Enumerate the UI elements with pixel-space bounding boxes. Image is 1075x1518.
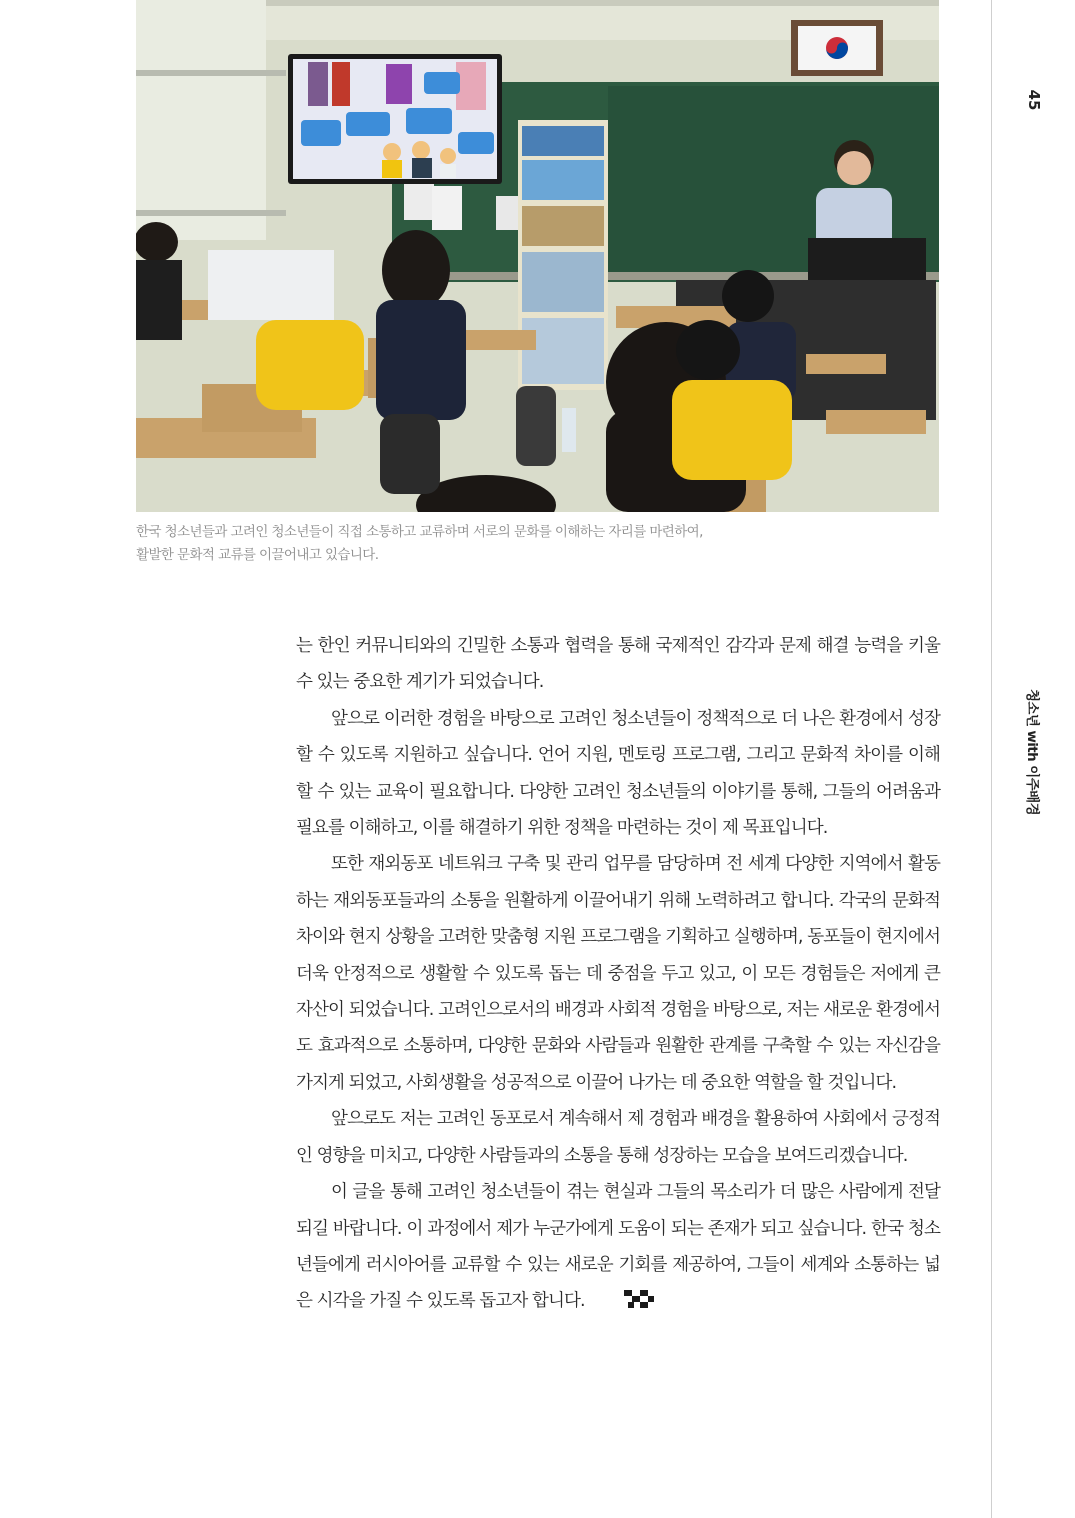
article-paragraph-5-wrapper — [296, 1174, 940, 1322]
article-paragraph-4: 앞으로도 저는 고려인 동포로서 계속해서 제 경험과 배경을 활용하여 사회에서 긍정적인 영향을 미치고, 다양한 사람들과의 소통을 통해 성장하는 모습을 보여드리겠습니다. — [296, 1109, 940, 1166]
sidebar-divider — [991, 0, 992, 1518]
article-paragraph-3: 또한 재외동포 네트워크 구축 및 관리 업무를 담당하며 전 세계 다양한 지역에서 활동하는 재외동포들과의 소통을 원활하게 이끌어내기 위해 노력하려고 합니다. 각국의 문화적 차이와 현지 상황을 고려한 맞춤형 지원 프로그램을 기획하고 실행하며, 동포들이 현지에서 더욱 안정적으로 생활할 수 있도록 돕는 데 중점을 두고 있고, 이 모든 경험들은 저에게 큰 자산이 되었습니다. 고려인으로서의 배경과 사회적 경험을 바탕으로, 저는 새로운 환경에서도 효과적으로 소통하며, 다양한 문화와 사람들과 원활한 관계를 구축할 수 있는 자신감을 가지게 되었고, 사회생활을 성공적으로 이끌어 나가는 데 중요한 역할을 할 것입니다. — [296, 854, 940, 1093]
caption-line-2: 활발한 문화적 교류를 이끌어내고 있습니다. — [136, 547, 379, 563]
classroom-photo — [136, 0, 939, 512]
caption-line-1: 한국 청소년들과 고려인 청소년들이 직접 소통하고 교류하며 서로의 문화를 이해하는 자리를 마련하여, — [136, 524, 703, 540]
article-body — [296, 628, 940, 1322]
page-number: 45 — [1025, 89, 1043, 111]
classroom-photo-illustration — [136, 0, 939, 512]
article-paragraph-5: 이 글을 통해 고려인 청소년들이 겪는 현실과 그들의 목소리가 더 많은 사람에게 전달되길 바랍니다. 이 과정에서 제가 누군가에게 도움이 되는 존재가 되고 싶습니다. 한국 청소년들에게 러시아어를 교류할 수 있는 새로운 기회를 제공하여, 그들이 세계와 소통하는 넓은 시각을 가질 수 있도록 돕고자 합니다. — [296, 1182, 940, 1312]
section-label: 청소년 with 이주배경 — [1024, 688, 1040, 816]
article-paragraph-2: 앞으로 이러한 경험을 바탕으로 고려인 청소년들이 정책적으로 더 나은 환경에서 성장할 수 있도록 지원하고 싶습니다. 언어 지원, 멘토링 프로그램, 그리고 문화적 차이를 이해할 수 있는 교육이 필요합니다. 다양한 고려인 청소년들의 이야기를 통해, 그들의 어려움과 필요를 이해하고, 이를 해결하기 위한 정책을 마련하는 것이 제 목표입니다. — [296, 708, 940, 839]
photo-caption — [136, 521, 956, 567]
article-paragraph-1: 는 한인 커뮤니티와의 긴밀한 소통과 협력을 통해 국제적인 감각과 문제 해결 능력을 키울 수 있는 중요한 계기가 되었습니다. — [296, 636, 940, 693]
end-of-article-mark-icon — [589, 1285, 654, 1321]
